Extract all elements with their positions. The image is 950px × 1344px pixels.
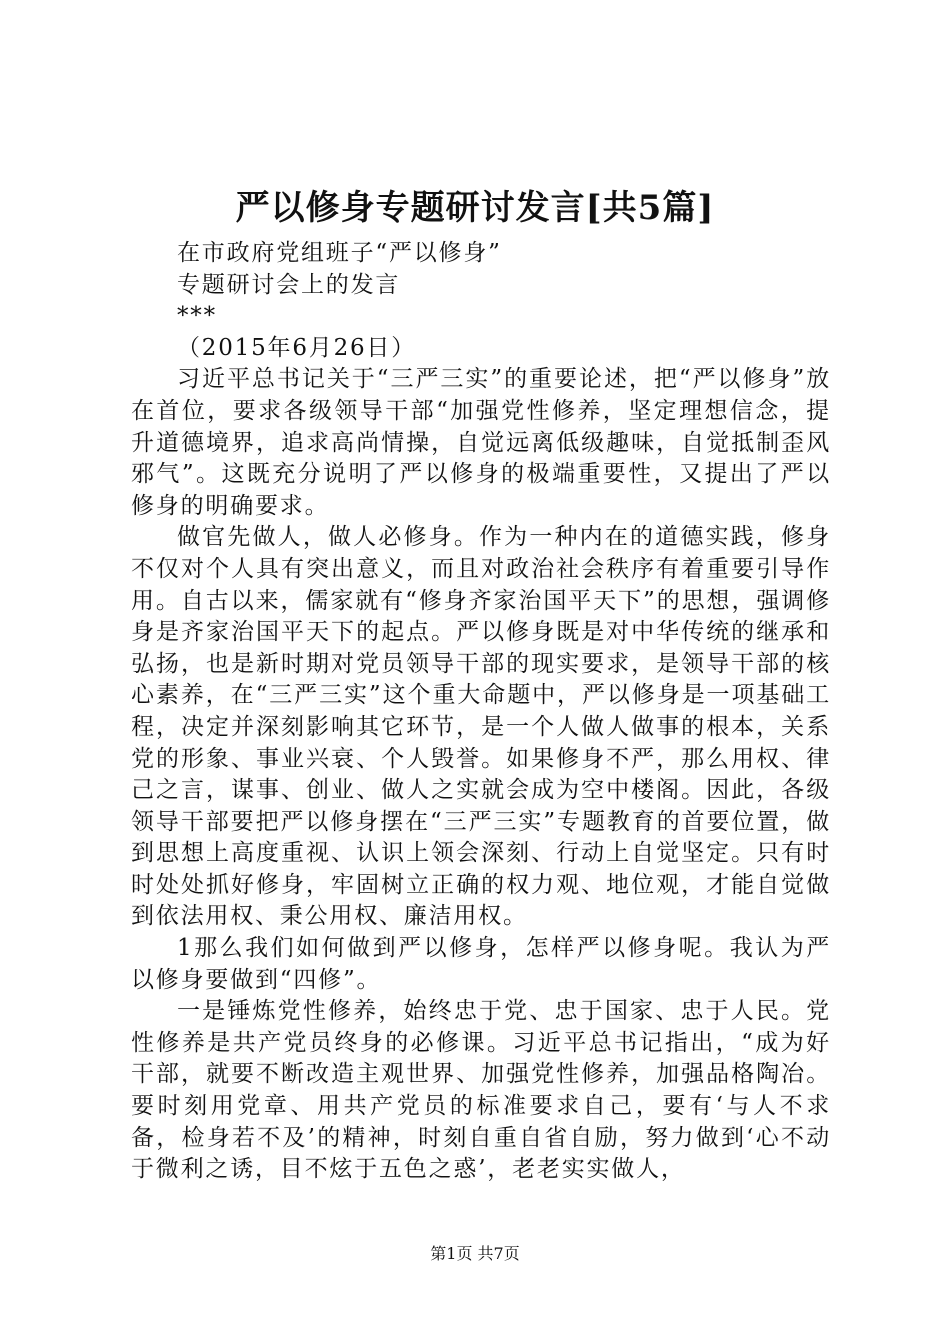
paragraph: 习近平总书记关于“三严三实”的重要论述，把“严以修身”放在首位，要求各级领导干部“加强党性修养，坚定理想信念，提升道德境界，追求高尚情操，自觉远离低级趣味，自觉抵制歪风邪气”。这既充分说明了严以修身的极端重要性，又提出了严以修身的明确要求。: [131, 366, 831, 519]
paragraph: 1那么我们如何做到严以修身，怎样严以修身呢。我认为严以修身要做到“四修”。: [131, 935, 831, 993]
document-title: 严以修身专题研讨发言[共5篇]: [235, 188, 715, 228]
document-body: [131, 238, 831, 1186]
paragraph: ***: [177, 303, 217, 330]
paragraph: 在市政府党组班子“严以修身”: [177, 240, 502, 266]
page-footer: 第1页 共7页: [430, 1244, 520, 1263]
paragraph: 一是锤炼党性修养，始终忠于党、忠于国家、忠于人民。党性修养是共产党员终身的必修课。习近平总书记指出，“成为好干部，就要不断改造主观世界、加强党性修养，加强品格陶冶。要时刻用党章、用共产党员的标准要求自己，要有‘与人不求备，检身若不及’的精神，时刻自重自省自励，努力做到‘心不动于微利之诱，目不炫于五色之惑’，老老实实做人，: [131, 998, 831, 1183]
paragraph: 做官先做人，做人必修身。作为一种内在的道德实践，修身不仅对个人具有突出意义，而且对政治社会秩序有着重要引导作用。自古以来，儒家就有“修身齐家治国平天下”的思想，强调修身是齐家治国平天下的起点。严以修身既是对中华传统的继承和弘扬，也是新时期对党员领导干部的现实要求，是领导干部的核心素养，在“三严三实”这个重大命题中，严以修身是一项基础工程，决定并深刻影响其它环节，是一个人做人做事的根本，关系党的形象、事业兴衰、个人毁誉。如果修身不严，那么用权、律己之言，谋事、创业、做人之实就会成为空中楼阁。因此，各级领导干部要把严以修身摆在“三严三实”专题教育的首要位置，做到思想上高度重视、认识上领会深刻、行动上自觉坚定。只有时时处处抓好修身，牢固树立正确的权力观、地位观，才能自觉做到依法用权、秉公用权、廉洁用权。: [131, 524, 831, 930]
paragraph: 专题研讨会上的发言: [177, 271, 401, 298]
paragraph: （2015年6月26日）: [177, 334, 417, 361]
